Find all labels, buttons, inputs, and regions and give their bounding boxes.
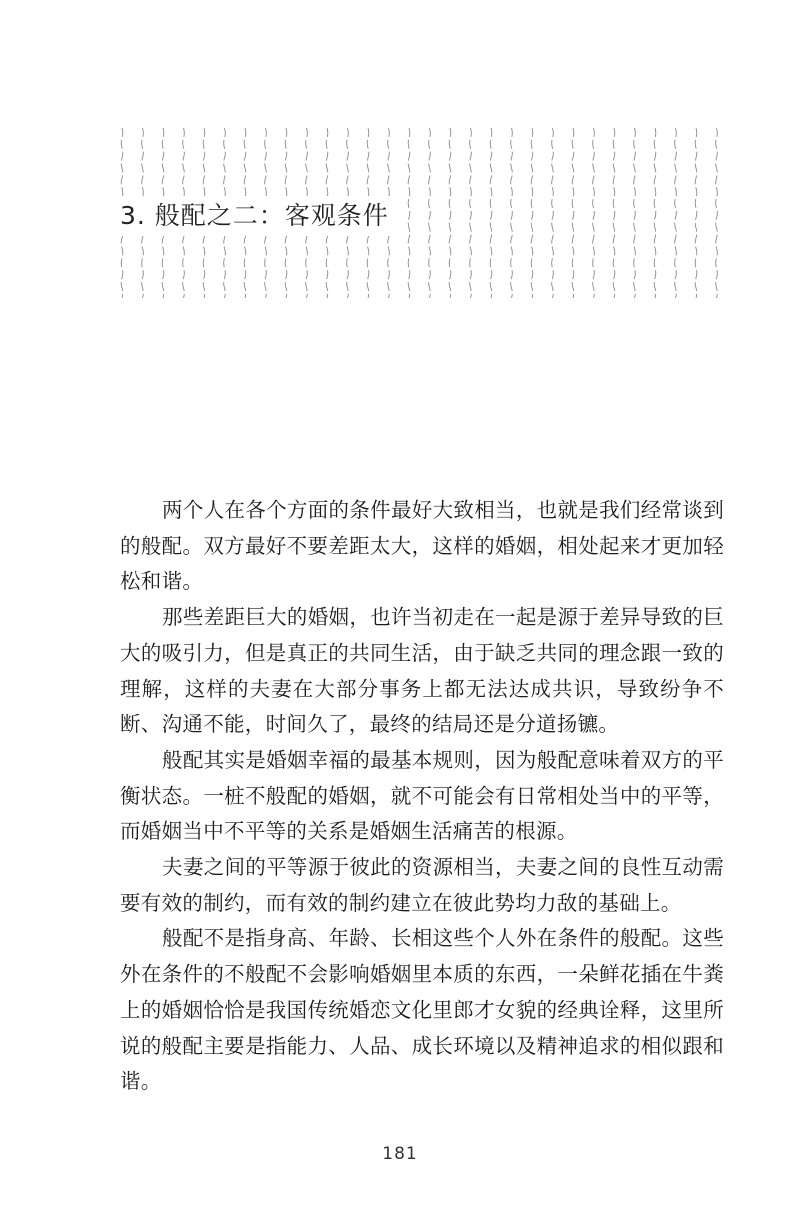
wavy-line — [675, 128, 677, 298]
wavy-line — [613, 128, 615, 298]
paragraph: 般配其实是婚姻幸福的最基本规则，因为般配意味着双方的平衡状态。一桩不般配的婚姻，就不可能会有日常相处当中的平等，而婚姻当中不平等的关系是婚姻生活痛苦的根源。 — [120, 747, 724, 844]
wavy-line — [531, 128, 533, 298]
wavy-line — [716, 128, 718, 298]
wavy-line — [572, 128, 574, 298]
body-text — [120, 493, 724, 1100]
wavy-line — [593, 128, 595, 298]
paragraph: 那些差距巨大的婚姻，也许当初走在一起是源于差异导致的巨大的吸引力，但是真正的共同生活，由于缺乏共同的理念跟一致的理解，这样的夫妻在大部分事务上都无法达成共识，导致纷争不断、沟通不能，时间久了，最终的结局还是分道扬镳。 — [120, 605, 724, 737]
wavy-line — [490, 128, 492, 298]
wavy-line — [408, 128, 410, 298]
wavy-line — [429, 128, 431, 298]
wavy-line — [470, 128, 472, 298]
page-number: 181 — [382, 1144, 418, 1164]
paragraph: 夫妻之间的平等源于彼此的资源相当，夫妻之间的良性互动需要有效的制约，而有效的制约建立在彼此势均力敌的基础上。 — [120, 855, 724, 915]
wavy-line — [634, 128, 636, 298]
wavy-line — [654, 128, 656, 298]
wavy-line — [449, 128, 451, 298]
paragraph: 般配不是指身高、年龄、长相这些个人外在条件的般配。这些外在条件的不般配不会影响婚姻里本质的东西，一朵鲜花插在牛粪上的婚姻恰恰是我国传统婚恋文化里郎才女貌的经典诠释，这里所说的般配主要是指能力、人品、成长环境以及精神追求的相似跟和谐。 — [120, 926, 724, 1094]
wavy-line — [552, 128, 554, 298]
wavy-line — [695, 128, 697, 298]
wavy-line — [511, 128, 513, 298]
chapter-title: 3. 般配之二：客观条件 — [120, 196, 399, 236]
paragraph: 两个人在各个方面的条件最好大致相当，也就是我们经常谈到的般配。双方最好不要差距太大，这样的婚姻，相处起来才更加轻松和谐。 — [120, 498, 724, 594]
